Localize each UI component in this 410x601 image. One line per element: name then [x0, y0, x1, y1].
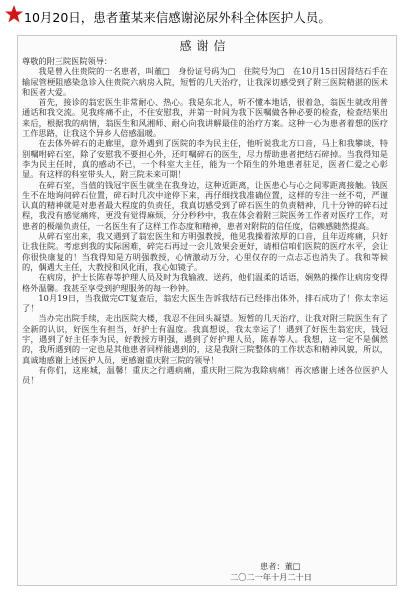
- letter-paragraph-2: 首先，接诊的翁宏医生非常耐心、热心。我是东北人，听不懂本地话，很着急，翁医生就改用普通话和我交流。见我疼痛不止，不住安慰我，并第一时间为我下医嘱做各种必要的检查，检查结果出来后，根据我的病情，翁医生和风湘师、耐心向我讲解最佳的治疗方案。这种一心为患者着想的医疗工作思路，让我这个异乡人倍感温暖。: [22, 97, 388, 139]
- letter-paragraph-9: 有你们，这座城，温馨！重庆之行遇病痛，重庆附三院为我除病痛！再次感谢上述各位医护人员！: [22, 364, 388, 386]
- letter-date: 二〇二一年十月二十日: [230, 571, 312, 582]
- star-icon: [4, 4, 24, 24]
- letter-paragraph-5: 从碎石室出来，我又遇到了翁宏医生和方明强教授，他见我操着浓厚的口音，且年迈疼痛，只好让我住院。考虑到我的实际困难，碎完石再过一会儿效果会更好，请相信咱们医院的医疗水平，会让你很快康复的！当我得知是方明强教授，心情激动万分，心里仅存的一点忐忑也消失了。我和等候的，偶遇大主任，大教授和风化雨，我心如镜子。: [22, 231, 388, 272]
- letter-title: 感谢信: [179, 39, 231, 53]
- letter-salutation: 尊敬的附三院医院领导：: [22, 56, 113, 66]
- letter-paragraph-1: 我是曾入住贵院的一名患者，叫董□ 身份证号码为□ 住院号为□ 在10月15日因肾结石手在输尿管梗阻感染急诊入住贵院六病房入院，短暂的几天治疗，让我深切感受到了附三医院精湛的医术和医者大爱。: [22, 66, 388, 97]
- letter-paragraph-8: 当办完出院手续，走出医院大楼，我忍不住回头凝望。短暂的几天治疗，让我对附三院医生有了全新的认识，好医生有担当，好护士有温度。我真想说，我太幸运了！遇到了好医生翁宏庆，钱冠宇，遇到了好主任李为民，好教授方明强，遇到了好护理人员，陈春等人。我想，这一定不是偶然的，我所遇到的一定也是其他患者同样能遇到的，这是我附三院整体的工作状态和精神风貌，所以，真诚地感谢上述医护人员，更感谢重庆附三院的领导！: [22, 313, 388, 365]
- letter-paragraph-4: 在碎石室，当值的钱冠宇医生就坐在我身边，这种近距离，让医患心与心之间零距离接触。钱医生不在地询问碎石位置，碎石时几次中途停下来，再仔细找我准确位置，这样的专注一丝不苟，严谨认真的精神就是对患者最大程度的负责任，我真切感受到了碎石医生的负责精神，几十分钟的碎石过程，我没有感觉痛疼，更没有觉得麻烦，分分秒秒中，我在体会着附三院医务工作者对医疗工作，对患者的极端负责任，一名医生有了这样工作态度和精神，患者对附院的信任度，信赖感随然提高。: [22, 179, 388, 231]
- letter-paragraph-6: 在病房，护士长陈春等护理人员及时为我输液、送药，他们温柔的话语，娴熟的操作让病房变得格外温馨。我甚至享受到护理服务的每一秒钟。: [22, 272, 388, 293]
- letter-paragraph-7: 10月19日，当我做完CT复查后，翁宏大医生告诉我结石已经排出体外，排石成功了！你太幸运了！: [22, 292, 388, 314]
- letter-signature: 患者：董□: [260, 561, 301, 571]
- news-caption: [0, 4, 410, 32]
- caption-text: 10月20日，患者董某来信感谢泌尿外科全体医护人员。: [24, 10, 331, 25]
- letter-signature-block: [22, 561, 382, 582]
- letter-paragraph-3: 在去体外碎石的走廊里，意外遇到了医院的李为民主任，他听说我北方口音，马上和我攀谈，特别嘱咐碎石室，除了安慰我不要担心外，还叮嘱碎石的医生，尽力帮助患者把结石碎掉。当我得知是李为民主任时，真的感动不已，一个科室大主任，能为一个陌生的外地患者驻足，医者仁爱之心彰显。有这样的科室带头人，附三院未来可期！: [22, 138, 388, 180]
- thank-you-letter-image: [17, 35, 397, 586]
